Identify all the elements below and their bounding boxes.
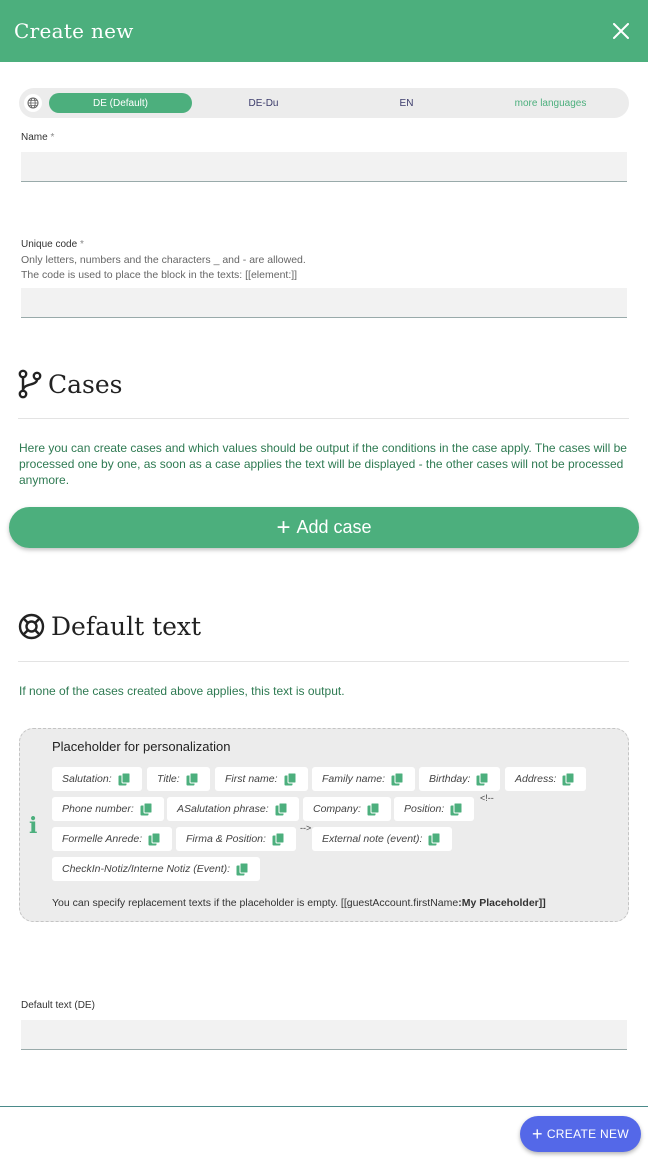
copy-icon xyxy=(561,772,576,787)
placeholder-chip-label: First name: xyxy=(225,773,278,785)
placeholder-chip-label: Title: xyxy=(157,773,180,785)
placeholder-note-example: :My Placeholder]] xyxy=(458,897,546,909)
default-text-input[interactable] xyxy=(21,1020,627,1050)
tab-language-en[interactable]: EN xyxy=(399,97,414,109)
copy-icon xyxy=(274,802,289,817)
copy-icon xyxy=(475,772,490,787)
tab-language-de-du[interactable]: DE-Du xyxy=(248,97,279,109)
html-comment-close: --> xyxy=(300,823,312,833)
copy-icon xyxy=(271,832,286,847)
copy-icon xyxy=(390,772,405,787)
placeholder-chip-label: External note (event): xyxy=(322,833,423,845)
placeholder-title: Placeholder for personalization xyxy=(52,739,231,754)
unique-code-input[interactable] xyxy=(21,288,627,318)
required-mark: * xyxy=(50,132,55,143)
placeholder-chip-company[interactable] xyxy=(303,797,391,821)
create-new-button[interactable] xyxy=(520,1116,641,1152)
unique-code-help xyxy=(21,253,306,283)
info-icon: i xyxy=(29,813,38,839)
placeholder-chip-asalutation-phrase[interactable] xyxy=(167,797,299,821)
cases-divider xyxy=(18,418,629,419)
close-icon xyxy=(613,23,629,39)
name-input[interactable] xyxy=(21,152,627,182)
add-case-label: Add case xyxy=(296,517,372,537)
placeholder-panel xyxy=(19,728,629,922)
dialog-header xyxy=(0,0,648,62)
create-new-label: CREATE NEW xyxy=(546,1127,629,1141)
default-text-heading xyxy=(18,612,201,641)
placeholder-chip-label: Salutation: xyxy=(62,773,112,785)
default-text-divider xyxy=(18,661,629,662)
copy-icon xyxy=(185,772,200,787)
plus-icon: + xyxy=(532,1124,543,1144)
copy-icon xyxy=(449,802,464,817)
plus-icon: + xyxy=(276,513,291,541)
placeholder-chip-label: Phone number: xyxy=(62,803,134,815)
copy-icon xyxy=(366,802,381,817)
cases-description: Here you can create cases and which values should be output if the conditions in the case apply. The cases will be processed one by one, as soon as a case applies the text will be displayed - the other cases will not be processed anymore. xyxy=(19,441,627,487)
copy-icon xyxy=(147,832,162,847)
placeholder-chip-checkin-note[interactable] xyxy=(52,857,260,881)
default-text-title: Default text xyxy=(51,612,202,641)
placeholder-chip-phone-number[interactable] xyxy=(52,797,164,821)
close-button[interactable] xyxy=(608,18,634,44)
placeholder-chip-formelle-anrede[interactable] xyxy=(52,827,172,851)
dialog-title: Create new xyxy=(14,19,134,43)
placeholder-chip-label: Birthday: xyxy=(429,773,471,785)
more-languages-link[interactable]: more languages xyxy=(514,97,587,109)
placeholder-note xyxy=(52,897,546,909)
placeholder-chip-firma-position[interactable] xyxy=(176,827,296,851)
unique-code-label-text: Unique code xyxy=(21,239,78,250)
placeholder-chip-first-name[interactable] xyxy=(215,767,308,791)
placeholder-chip-birthday[interactable] xyxy=(419,767,500,791)
placeholder-chip-label: CheckIn-Notiz/Interne Notiz (Event): xyxy=(62,863,231,875)
html-comment-open: <!-- xyxy=(480,793,494,803)
placeholder-chip-label: ASalutation phrase: xyxy=(177,803,269,815)
copy-icon xyxy=(139,802,154,817)
copy-icon xyxy=(283,772,298,787)
placeholder-chip-label: Firma & Position: xyxy=(186,833,266,845)
default-text-description: If none of the cases created above applies, this text is output. xyxy=(19,684,345,698)
placeholder-note-text: You can specify replacement texts if the placeholder is empty. [[guestAccount.firstName xyxy=(52,897,459,909)
cases-title: Cases xyxy=(48,369,123,399)
placeholder-chip-label: Formelle Anrede: xyxy=(62,833,143,845)
placeholder-chip-label: Family name: xyxy=(322,773,386,785)
branch-icon xyxy=(18,369,42,399)
copy-icon xyxy=(427,832,442,847)
placeholder-chip-external-note[interactable] xyxy=(312,827,452,851)
add-case-button[interactable] xyxy=(9,507,639,548)
footer-divider xyxy=(0,1106,648,1107)
placeholder-chip-salutation[interactable] xyxy=(52,767,142,791)
placeholder-chip-label: Address: xyxy=(515,773,557,785)
placeholder-chip-family-name[interactable] xyxy=(312,767,415,791)
unique-code-label xyxy=(21,239,84,250)
language-switcher xyxy=(19,88,629,118)
placeholder-chip-label: Position: xyxy=(404,803,445,815)
name-label-text: Name xyxy=(21,132,48,143)
copy-icon xyxy=(235,862,250,877)
placeholder-chip-address[interactable] xyxy=(505,767,586,791)
unique-code-help-line1: Only letters, numbers and the characters _ and - are allowed. xyxy=(21,254,306,266)
placeholder-chip-title[interactable] xyxy=(147,767,210,791)
unique-code-help-line2: The code is used to place the block in the texts: [[element:]] xyxy=(21,269,298,281)
placeholder-chip-label: Company: xyxy=(313,803,361,815)
cases-heading xyxy=(18,369,123,399)
globe-icon[interactable] xyxy=(24,94,42,112)
copy-icon xyxy=(117,772,132,787)
default-text-label: Default text (DE) xyxy=(21,1000,95,1011)
name-label xyxy=(21,132,54,143)
lifebuoy-icon xyxy=(18,613,45,640)
required-mark: * xyxy=(79,239,84,250)
placeholder-chip-position[interactable] xyxy=(394,797,474,821)
tab-language-de-default[interactable]: DE (Default) xyxy=(49,93,192,113)
